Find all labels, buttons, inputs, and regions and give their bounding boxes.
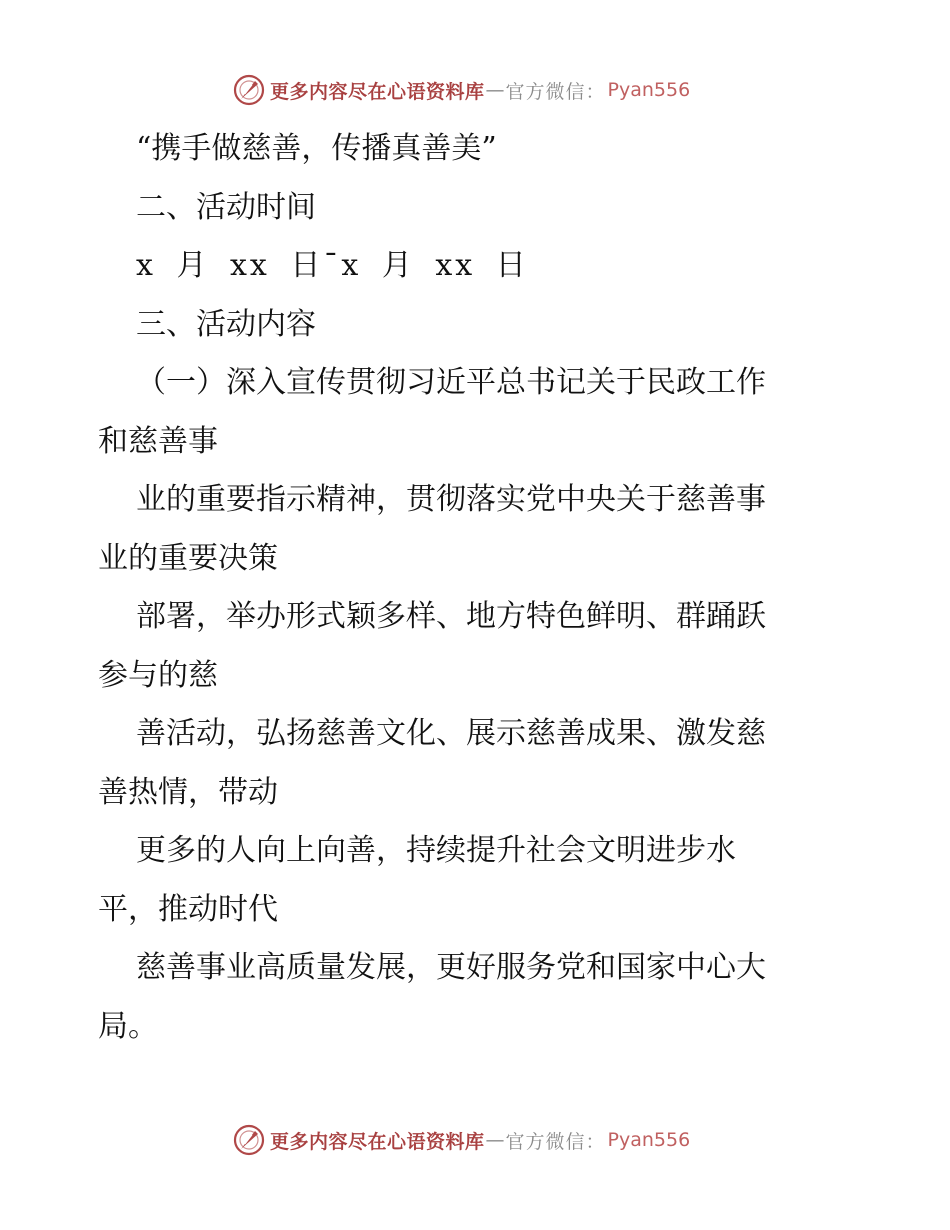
banner-sub-text: 官方微信： [505,80,606,103]
footer-watermark-banner [232,1120,690,1160]
document-body [98,120,858,1056]
banner-wechat-handle: Pyan556 [607,79,691,101]
paragraph-line: 慈善事业高质量发展，更好服务党和国家中心大 [136,950,766,985]
paragraph-line: 善热情，带动 [98,774,278,810]
paragraph-line: 更多的人向上向善，持续提升社会文明进步水 [136,833,736,868]
paragraph-line: 部署，举办形式颖多样、地方特色鲜明、群踊跃 [136,599,766,634]
banner-main-text: 更多内容尽在心语资料库 [270,1130,485,1153]
banner-separator: — [485,79,505,101]
paragraph-line: 业的重要决策 [98,540,278,576]
date-range: x 月 xx 日¯x 月 xx 日 [136,248,529,283]
banner-separator: — [485,1129,505,1151]
section-2-heading: 二、活动时间 [136,189,316,225]
paragraph-line: 善活动，弘扬慈善文化、展示慈善成果、激发慈 [136,716,766,751]
paragraph-line: 平，推动时代 [98,891,278,927]
paragraph-line: 业的重要指示精神，贯彻落实党中央关于慈善事 [136,482,766,517]
banner-sub-text: 官方微信： [505,1130,606,1153]
banner-wechat-handle: Pyan556 [607,1129,691,1151]
feather-pen-logo-icon [232,1123,266,1157]
banner-main-text: 更多内容尽在心语资料库 [270,80,485,103]
header-watermark-banner [232,70,690,110]
slogan-line: “携手做慈善，传播真善美” [136,131,497,166]
paragraph-line: 局。 [98,1008,158,1044]
paragraph-line: 和慈善事 [98,423,218,459]
paragraph-line: （一）深入宣传贯彻习近平总书记关于民政工作 [136,365,766,400]
paragraph-line: 参与的慈 [98,657,218,693]
section-3-heading: 三、活动内容 [136,306,316,342]
feather-pen-logo-icon [232,73,266,107]
